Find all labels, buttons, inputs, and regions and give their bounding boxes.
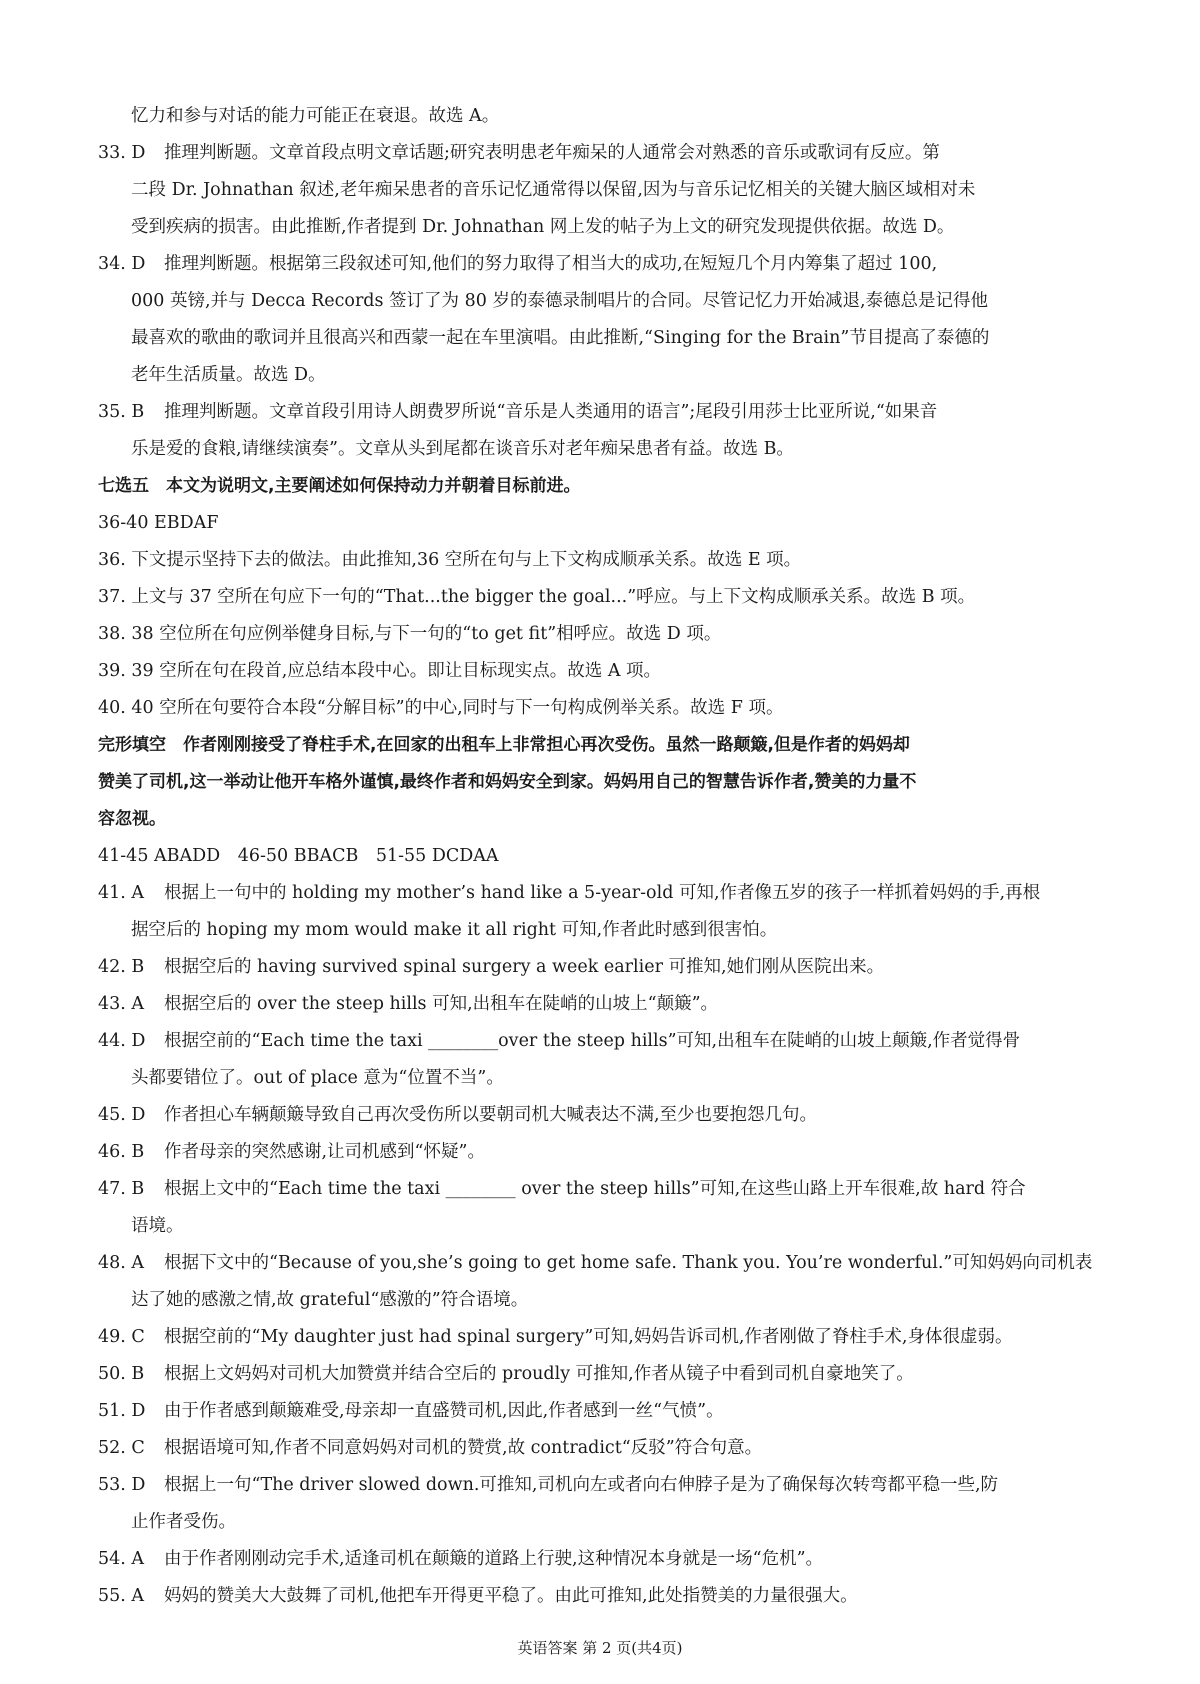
line-text: 根据语境可知,作者不同意妈妈对司机的赞赏,故 contradict“反驳”符合句意。 [164, 1438, 763, 1458]
question-number: 48. A [98, 1253, 145, 1273]
line-text: 据空后的 hoping my mom would make it all right 可知,作者此时感到很害怕。 [131, 920, 778, 940]
answer-line [98, 1245, 1118, 1282]
answer-line [98, 98, 1118, 135]
answer-line [98, 1171, 1118, 1208]
question-number: 43. A [98, 994, 145, 1014]
question-number: 35. B [98, 402, 145, 422]
answer-line [98, 135, 1118, 172]
answer-line [98, 1504, 1118, 1541]
answer-line [98, 542, 1118, 579]
line-text: 000 英镑,并与 Decca Records 签订了为 80 岁的泰德录制唱片的合同。尽管记忆力开始减退,泰德总是记得他 [131, 291, 989, 311]
line-text: 最喜欢的歌曲的歌词并且很高兴和西蒙一起在车里演唱。由此推断,“Singing for the Brain”节目提高了泰德的 [131, 328, 990, 348]
question-number: 41. A [98, 883, 145, 903]
answer-line [98, 431, 1118, 468]
answer-line [98, 1356, 1118, 1393]
question-number: 49. C [98, 1327, 145, 1347]
line-text: 推理判断题。根据第三段叙述可知,他们的努力取得了相当大的成功,在短短几个月内筹集了超过 100, [164, 254, 938, 274]
section-heading-line [98, 764, 1118, 801]
section-heading-line [98, 801, 1118, 838]
line-text: 根据空后的 over the steep hills 可知,出租车在陡峭的山坡上“颠簸”。 [164, 994, 719, 1014]
line-text: 41-45 ABADD 46-50 BBACB 51-55 DCDAA [98, 846, 499, 866]
answer-line [98, 209, 1118, 246]
answer-line [98, 1578, 1118, 1615]
question-number: 33. D [98, 143, 146, 163]
answer-line [98, 1430, 1118, 1467]
answer-line [98, 1208, 1118, 1245]
answer-line [98, 616, 1118, 653]
line-text: 作者担心车辆颠簸导致自己再次受伤所以要朝司机大喊表达不满,至少也要抱怨几句。 [164, 1105, 818, 1125]
line-text: 二段 Dr. Johnathan 叙述,老年痴呆患者的音乐记忆通常得以保留,因为与音乐记忆相关的关键大脑区域相对未 [131, 180, 976, 200]
answer-line [98, 875, 1118, 912]
line-text: 容忽视。 [98, 809, 166, 829]
answer-line [98, 912, 1118, 949]
line-text: 作者母亲的突然感谢,让司机感到“怀疑”。 [164, 1142, 485, 1162]
answer-line [98, 579, 1118, 616]
line-text: 根据上一句中的 holding my mother’s hand like a 5-year-old 可知,作者像五岁的孩子一样抓着妈妈的手,再根 [164, 883, 1041, 903]
answer-line [98, 838, 1118, 875]
question-number: 44. D [98, 1031, 146, 1051]
line-text: 39. 39 空所在句在段首,应总结本段中心。即让目标现实点。故选 A 项。 [98, 661, 662, 681]
line-text: 36-40 EBDAF [98, 513, 219, 533]
line-text: 38. 38 空位所在句应例举健身目标,与下一句的“to get fit”相呼应。故选 D 项。 [98, 624, 722, 644]
question-number: 47. B [98, 1179, 145, 1199]
answer-line [98, 1023, 1118, 1060]
answer-line [98, 949, 1118, 986]
line-text: 止作者受伤。 [131, 1512, 236, 1532]
answer-line [98, 1541, 1118, 1578]
answer-line [98, 1134, 1118, 1171]
line-text: 赞美了司机,这一举动让他开车格外谨慎,最终作者和妈妈安全到家。妈妈用自己的智慧告诉作者,赞美的力量不 [98, 772, 917, 792]
answer-line [98, 653, 1118, 690]
line-text: 根据下文中的“Because of you,she’s going to get home safe. Thank you. You’re wonderful.”可知妈妈向司机表 [164, 1253, 1093, 1273]
line-text: 37. 上文与 37 空所在句应下一句的“That...the bigger the goal...”呼应。与上下文构成顺承关系。故选 B 项。 [98, 587, 976, 607]
line-text: 达了她的感激之情,故 grateful“感激的”符合语境。 [131, 1290, 529, 1310]
question-number: 52. C [98, 1438, 145, 1458]
line-text: 完形填空 作者刚刚接受了脊柱手术,在回家的出租车上非常担心再次受伤。虽然一路颠簸,但是作者的妈妈却 [98, 735, 910, 755]
line-text: 推理判断题。文章首段引用诗人朗费罗所说“音乐是人类通用的语言”;尾段引用莎士比亚所说,“如果音 [164, 402, 938, 422]
question-number: 50. B [98, 1364, 145, 1384]
section-heading-line [98, 727, 1118, 764]
answer-line [98, 505, 1118, 542]
line-text: 根据上文中的“Each time the taxi ________ over the steep hills”可知,在这些山路上开车很难,故 hard 符合 [164, 1179, 1026, 1199]
answer-line [98, 283, 1118, 320]
line-text: 40. 40 空所在句要符合本段“分解目标”的中心,同时与下一句构成例举关系。故选 F 项。 [98, 698, 784, 718]
answer-line [98, 690, 1118, 727]
answer-line [98, 1097, 1118, 1134]
question-number: 46. B [98, 1142, 145, 1162]
answer-line [98, 357, 1118, 394]
answer-line [98, 246, 1118, 283]
answer-line [98, 986, 1118, 1023]
answer-line [98, 1319, 1118, 1356]
answer-line [98, 1282, 1118, 1319]
answer-content [98, 98, 1118, 1615]
question-number: 34. D [98, 254, 146, 274]
question-number: 53. D [98, 1475, 146, 1495]
line-text: 由于作者刚刚动完手术,适逢司机在颠簸的道路上行驶,这种情况本身就是一场“危机”。 [164, 1549, 824, 1569]
question-number: 42. B [98, 957, 145, 977]
line-text: 妈妈的赞美大大鼓舞了司机,他把车开得更平稳了。由此可推知,此处指赞美的力量很强大。 [164, 1586, 858, 1606]
line-text: 语境。 [131, 1216, 184, 1236]
answer-line [98, 1393, 1118, 1430]
line-text: 推理判断题。文章首段点明文章话题;研究表明患老年痴呆的人通常会对熟悉的音乐或歌词有反应。第 [164, 143, 940, 163]
line-text: 老年生活质量。故选 D。 [131, 365, 326, 385]
line-text: 根据空前的“Each time the taxi ________over the steep hills”可知,出租车在陡峭的山坡上颠簸,作者觉得骨 [164, 1031, 1021, 1051]
question-number: 45. D [98, 1105, 146, 1125]
question-number: 55. A [98, 1586, 145, 1606]
line-text: 乐是爱的食粮,请继续演奏”。文章从头到尾都在谈音乐对老年痴呆患者有益。故选 B。 [131, 439, 794, 459]
question-number: 54. A [98, 1549, 145, 1569]
line-text: 由于作者感到颠簸难受,母亲却一直盛赞司机,因此,作者感到一丝“气愤”。 [164, 1401, 724, 1421]
answer-line [98, 394, 1118, 431]
line-text: 头都要错位了。out of place 意为“位置不当”。 [131, 1068, 504, 1088]
line-text: 根据上文妈妈对司机大加赞赏并结合空后的 proudly 可推知,作者从镜子中看到司机自豪地笑了。 [164, 1364, 914, 1384]
section-heading-line [98, 468, 1118, 505]
answer-line [98, 172, 1118, 209]
line-text: 根据空后的 having survived spinal surgery a week earlier 可推知,她们刚从医院出来。 [164, 957, 885, 977]
question-number: 51. D [98, 1401, 146, 1421]
page-footer: 英语答案 第 2 页(共4页) [517, 1639, 683, 1657]
line-text: 忆力和参与对话的能力可能正在衰退。故选 A。 [131, 106, 500, 126]
answer-line [98, 320, 1118, 357]
line-text: 受到疾病的损害。由此推断,作者提到 Dr. Johnathan 网上发的帖子为上文的研究发现提供依据。故选 D。 [131, 217, 955, 237]
line-text: 七选五 本文为说明文,主要阐述如何保持动力并朝着目标前进。 [98, 476, 581, 496]
answer-line [98, 1060, 1118, 1097]
line-text: 36. 下文提示坚持下去的做法。由此推知,36 空所在句与上下文构成顺承关系。故选 E 项。 [98, 550, 802, 570]
answer-line [98, 1467, 1118, 1504]
line-text: 根据上一句“The driver slowed down.可推知,司机向左或者向右伸脖子是为了确保每次转弯都平稳一些,防 [164, 1475, 999, 1495]
line-text: 根据空前的“My daughter just had spinal surgery”可知,妈妈告诉司机,作者刚做了脊柱手术,身体很虚弱。 [164, 1327, 1013, 1347]
